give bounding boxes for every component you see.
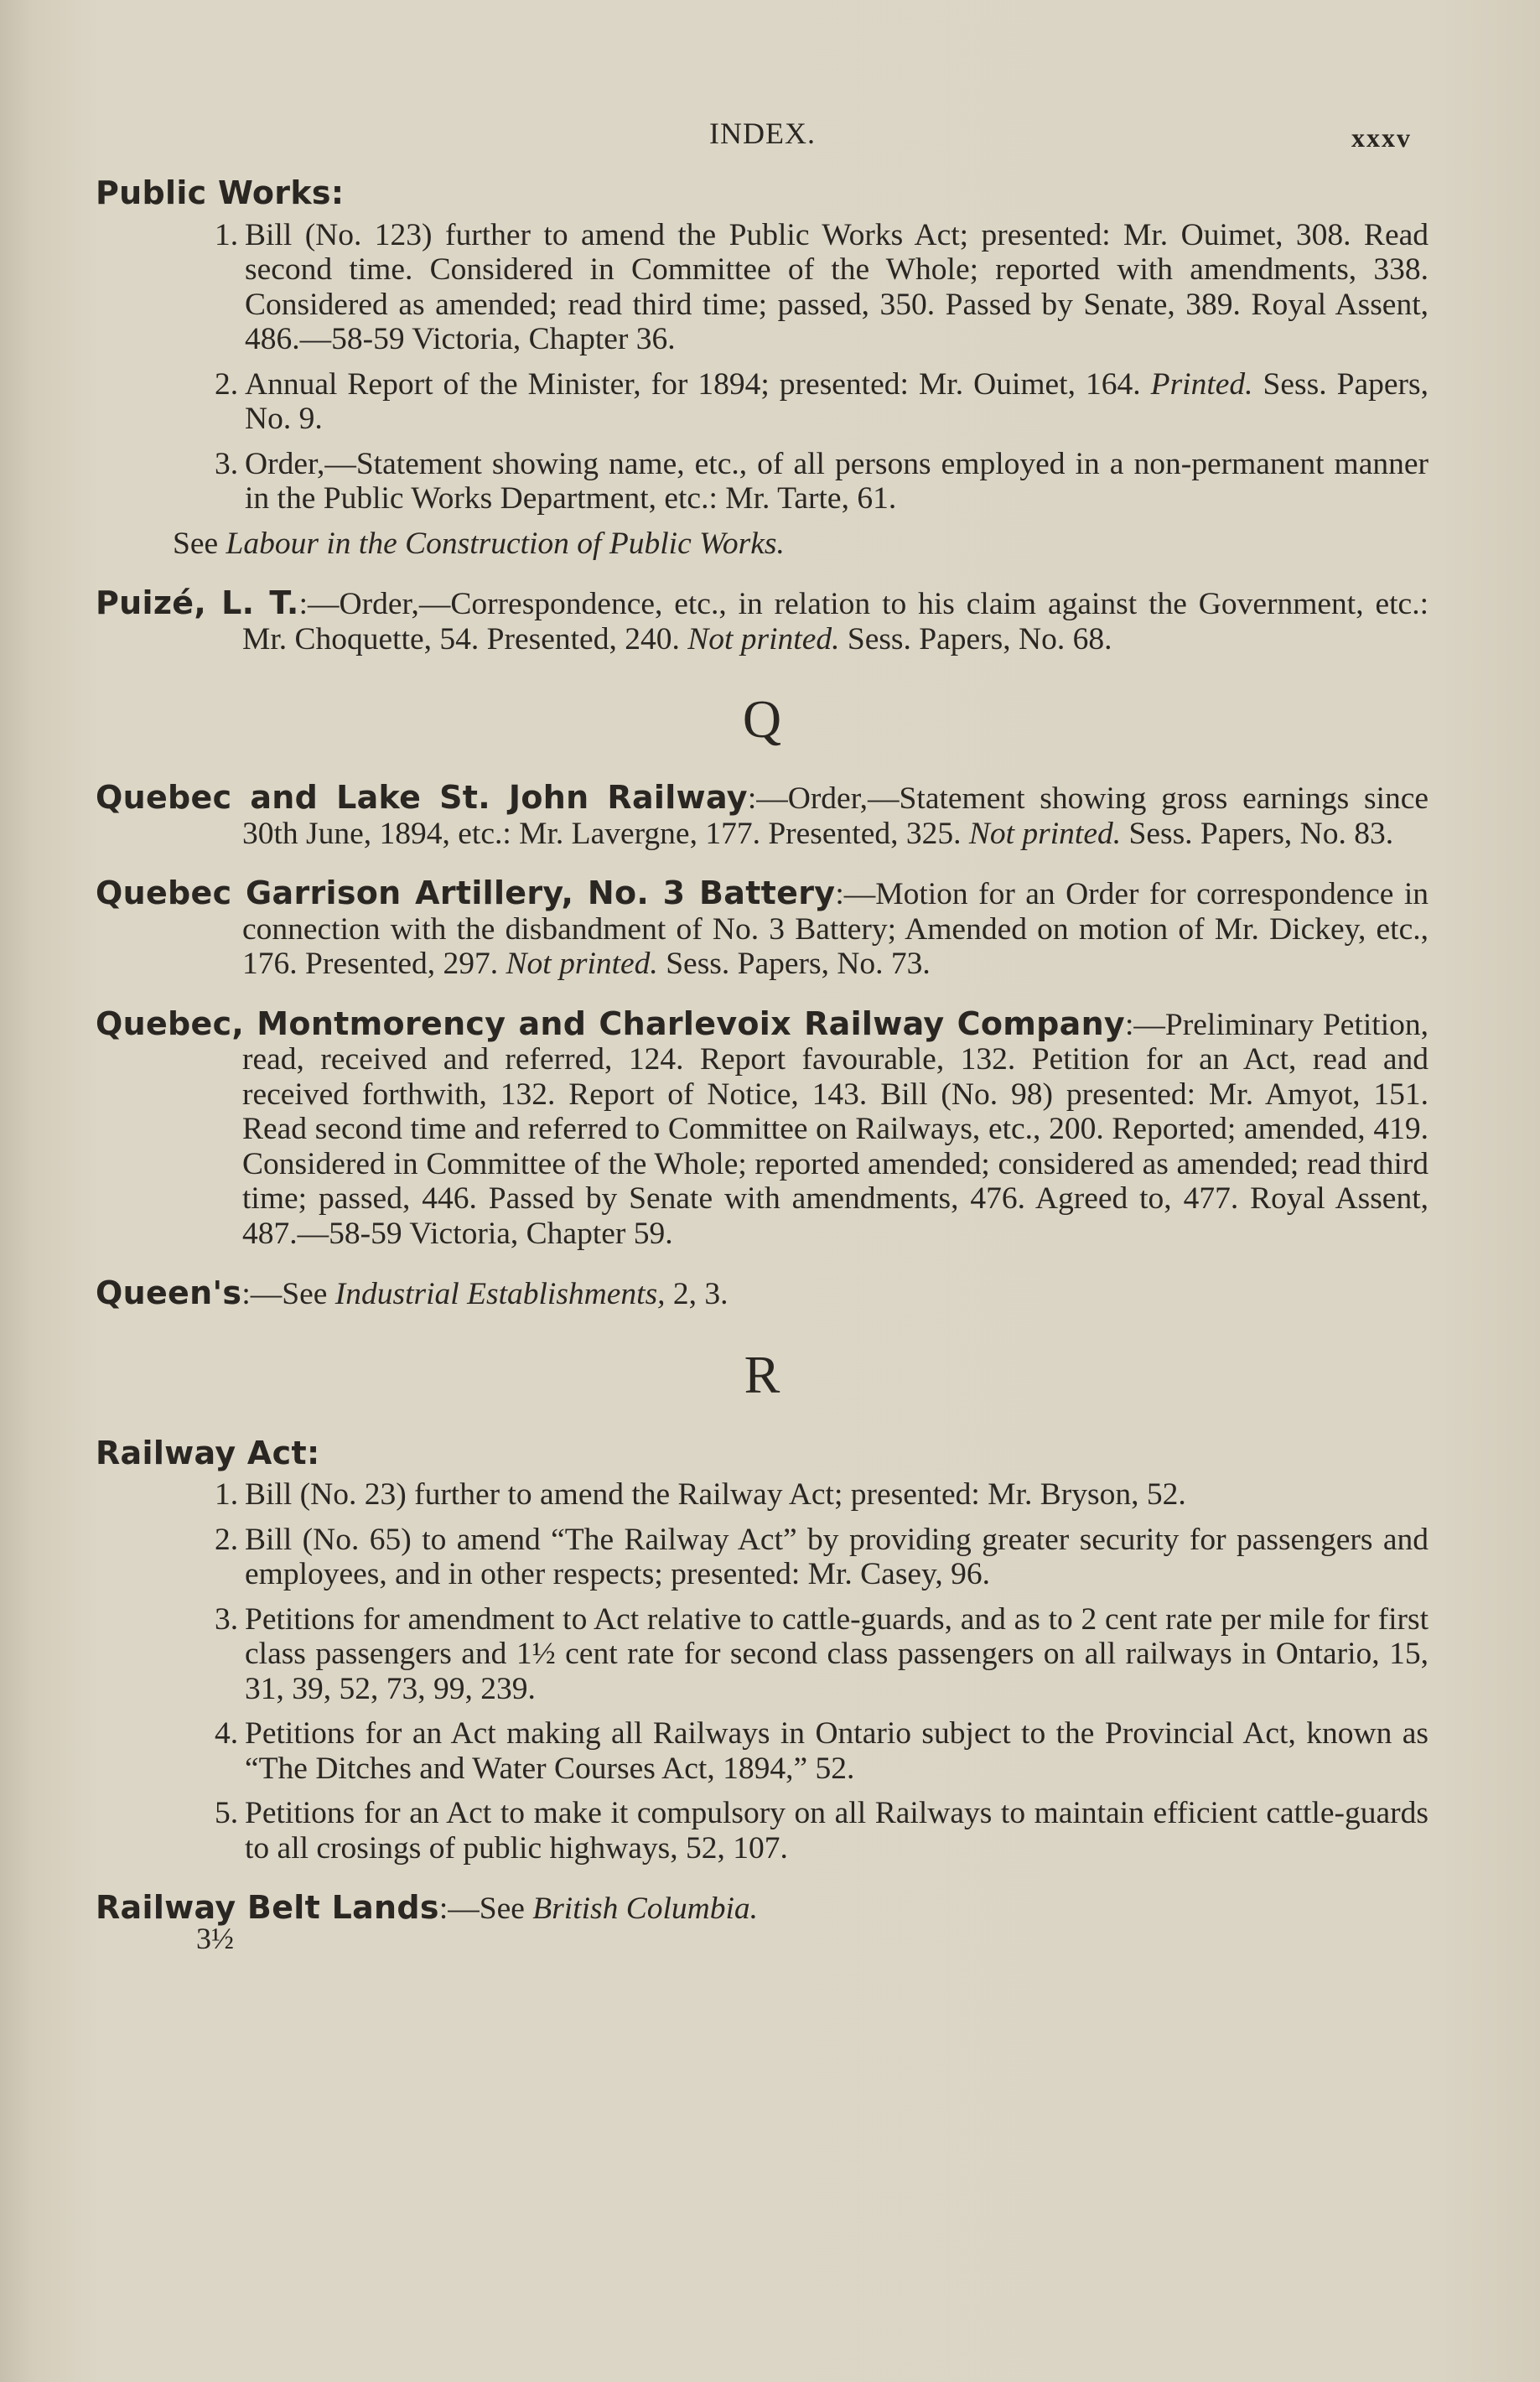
entry-text: :—See [438, 1892, 525, 1926]
entry-heading-suffix: : [330, 174, 345, 211]
item-number: 3. [215, 446, 239, 481]
list-item [96, 1477, 1429, 1513]
entry-italic: Not printed. [687, 621, 840, 656]
entry-text: :—See [241, 1277, 328, 1311]
see-target: Labour in the Construction of Public Works. [226, 526, 785, 561]
item-text: Bill (No. 123) further to amend the Public Works Act; presented: Mr. Ouimet, 308. Read second time. Considered in Committee of the Whole; reported with amendments, 338. Considered as amended; read third time; passed, 350. Passed by Senate, 389. Royal Assent, 486.—58-59 Victoria, Chapter 36. [245, 217, 1429, 356]
entry-quebec-montmorency [96, 1004, 1429, 1252]
entry-text: :—Order,—Statement showing gross earnings since 30th June, 1894, etc.: Mr. Lavergne, 177. Presented, 325. [242, 781, 1429, 851]
item-text: Bill (No. 23) further to amend the Railway Act; presented: Mr. Bryson, 52. [245, 1477, 1186, 1512]
entry-italic: Not printed. [506, 947, 658, 981]
entry-railway-act [96, 1436, 1429, 1866]
list-item [96, 447, 1429, 516]
entry-text: :—Preliminary Petition, read, received and referred, 124. Report favourable, 132. Petition for an Act, read and received forthwith, 132. Report of Notice, 143. Bill (No. 98) presented: Mr. Amyot, 151. Read second time and referred to Committee on Railways, etc., 200. Reported; amended, 419. Considered in Committee of the Whole; reported amended; considered as amended; read third time; passed, 446. Passed by Senate with amendments, 476. Agreed to, 477. Royal Assent, 487.—58-59 Victoria, Chapter 59. [242, 1007, 1429, 1251]
item-text: Annual Report of the Minister, for 1894; presented: Mr. Ouimet, 164. [245, 366, 1141, 402]
entry-heading-line [96, 1436, 1429, 1471]
entry-quebec-lake-st-john [96, 781, 1429, 851]
entry-puize [96, 586, 1429, 656]
entry-heading: Queen's [96, 1274, 242, 1311]
item-text-after: Sess. Papers, No. 9. [245, 366, 1429, 436]
list-item [96, 367, 1429, 437]
entry-heading-suffix: : [306, 1434, 320, 1471]
entry-italic: Not printed. [968, 816, 1122, 851]
entry-paragraph [96, 1004, 1429, 1252]
list-item [96, 218, 1429, 357]
item-number: 2. [215, 366, 239, 402]
page-header [0, 116, 1540, 166]
list-item [96, 1602, 1429, 1707]
entry-paragraph [96, 586, 1429, 656]
entry-heading: Quebec and Lake St. John Railway [96, 779, 748, 816]
entry-text-after: 2, 3. [672, 1277, 729, 1311]
item-number: 1. [215, 217, 239, 252]
item-number: 1. [215, 1477, 239, 1512]
section-letter-q: Q [742, 689, 782, 749]
entry-text-after: Sess. Papers, No. 68. [847, 621, 1112, 656]
entry-heading: Railway Act [96, 1434, 307, 1471]
entry-italic: British Columbia. [532, 1892, 759, 1926]
see-reference [96, 527, 1429, 562]
entry-heading: Quebec Garrison Artillery, No. 3 Battery [96, 874, 836, 911]
entry-paragraph [96, 781, 1429, 851]
section-letter-r: R [744, 1344, 780, 1404]
item-italic: Printed. [1150, 366, 1253, 402]
item-number: 4. [215, 1716, 239, 1751]
entry-queens [96, 1276, 1429, 1312]
entry-public-works [96, 176, 1429, 561]
entry-heading: Public Works [96, 174, 331, 211]
entry-text: :—Order,—Correspondence, etc., in relation to his claim against the Government, etc.: Mr. Choquette, 54. Presented, 240. [242, 587, 1429, 656]
list-item [96, 1523, 1429, 1592]
item-text: Bill (No. 65) to amend “The Railway Act” by providing greater security for passengers and employees, and in other respects; presented: Mr. Casey, 96. [245, 1522, 1429, 1591]
entry-heading: Railway Belt Lands [96, 1889, 439, 1926]
entry-paragraph [96, 1276, 1429, 1312]
item-number: 3. [215, 1601, 239, 1637]
item-text: Petitions for amendment to Act relative to cattle-guards, and as to 2 cent rate per mile for first class passengers and 1½ cent rate for second class passengers on all railways in Ontario, 15, 31, 39, 52, 73, 99, 239. [245, 1601, 1429, 1706]
entry-quebec-garrison [96, 876, 1429, 982]
entry-text-after: Sess. Papers, No. 73. [666, 947, 931, 981]
page-title: INDEX. [709, 117, 816, 150]
entry-italic: Industrial Establishments, [334, 1277, 666, 1311]
entry-heading: Quebec, Montmorency and Charlevoix Railway Company [96, 1004, 1125, 1042]
see-label: See [173, 526, 219, 561]
item-text: Order,—Statement showing name, etc., of all persons employed in a non-permanent manner in the Public Works Department, etc.: Mr. Tarte, 61. [245, 446, 1429, 516]
list-item [96, 1796, 1429, 1866]
index-content [96, 176, 1429, 1956]
entry-text: :—Motion for an Order for correspondence in connection with the disbandment of No. 3 Battery; Amended on motion of Mr. Dickey, etc., 176. Presented, 297. [242, 877, 1429, 981]
entry-heading: Puizé, L. T. [96, 584, 299, 621]
signature-mark: 3½ [196, 1921, 234, 1955]
entry-paragraph [96, 876, 1429, 982]
item-text: Petitions for an Act to make it compulsory on all Railways to maintain efficient cattle-guards to all crosings of public highways, 52, 107. [245, 1796, 1429, 1866]
item-number: 2. [215, 1522, 239, 1557]
page-number: xxxv [1351, 122, 1412, 153]
item-number: 5. [215, 1796, 239, 1830]
entry-text-after: Sess. Papers, No. 83. [1128, 816, 1394, 851]
entry-heading-line [96, 176, 1429, 211]
list-item [96, 1716, 1429, 1786]
item-text: Petitions for an Act making all Railways in Ontario subject to the Provincial Act, known as “The Ditches and Water Courses Act, 1894,” 52. [245, 1716, 1429, 1786]
